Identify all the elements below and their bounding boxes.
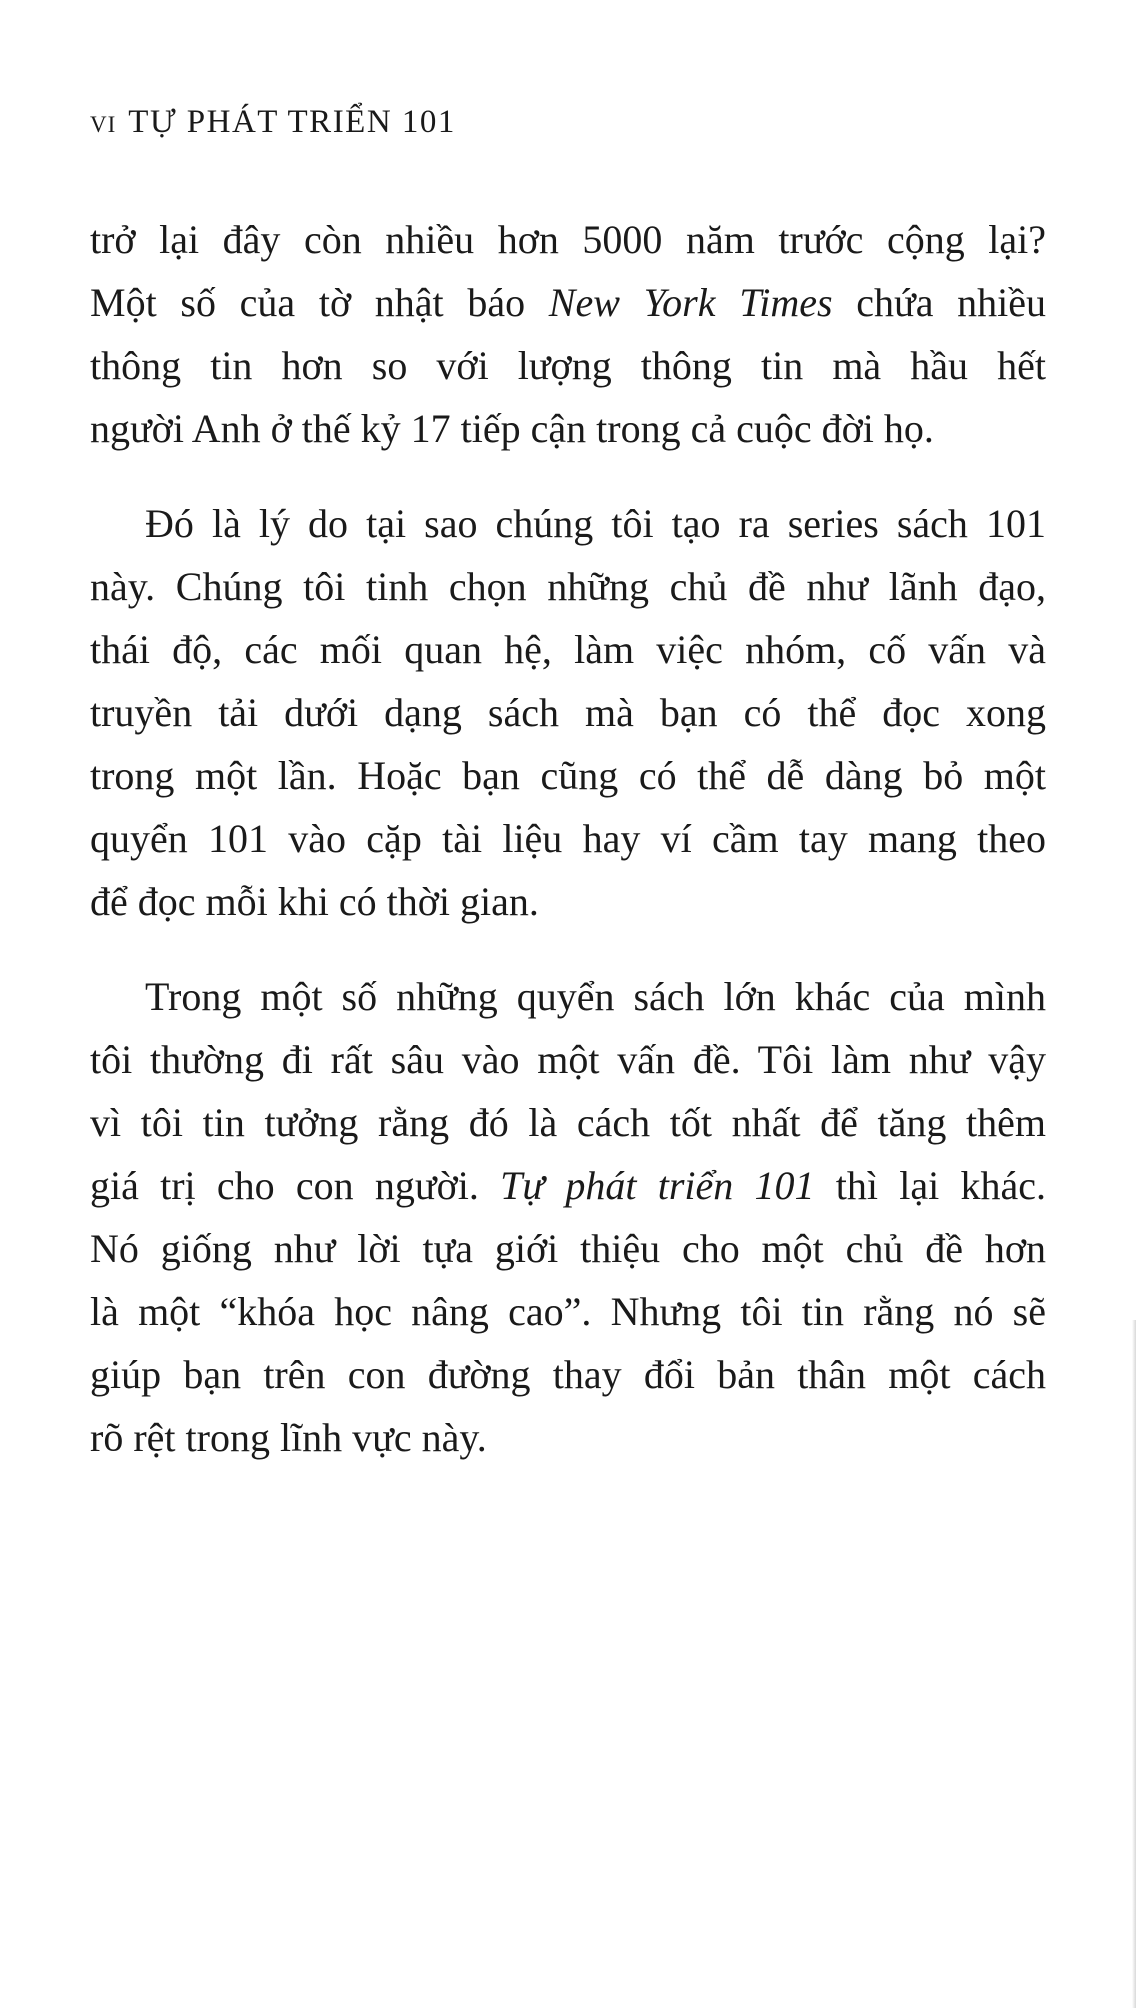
text-line: Nó giống như lời tựa giới thiệu cho một chủ đề hơn: [90, 1226, 1046, 1271]
text-line: này. Chúng tôi tinh chọn những chủ đề như lãnh đạo,: [90, 564, 1046, 609]
text-line: thông tin hơn so với lượng thông tin mà hầu hết: [90, 343, 1046, 388]
body-text: [90, 208, 1046, 1469]
text-line: thái độ, các mối quan hệ, làm việc nhóm, cố vấn và: [90, 627, 1046, 672]
text-line: để đọc mỗi khi có thời gian.: [90, 879, 539, 924]
page-number: vi: [90, 104, 117, 140]
book-title-italic: Tự phát triển 101: [500, 1163, 815, 1208]
newspaper-title: New York Times: [548, 280, 833, 325]
text-line: quyển 101 vào cặp tài liệu hay ví cầm tay mang theo: [90, 816, 1046, 861]
text-line: người Anh ở thế kỷ 17 tiếp cận trong cả cuộc đời họ.: [90, 406, 934, 451]
book-title: TỰ PHÁT TRIỂN 101: [128, 104, 456, 140]
text-line: rõ rệt trong lĩnh vực này.: [90, 1415, 487, 1460]
text-line: Trong một số những quyển sách lớn khác của mình: [145, 974, 1046, 1019]
text-line: vì tôi tin tưởng rằng đó là cách tốt nhất để tăng thêm: [90, 1100, 1046, 1145]
text-line: tôi thường đi rất sâu vào một vấn đề. Tôi làm như vậy: [90, 1037, 1046, 1082]
text-line: Một số của tờ nhật báo New York Times chứa nhiều: [90, 280, 1047, 325]
text-line: trở lại đây còn nhiều hơn 5000 năm trước cộng lại?: [90, 217, 1046, 262]
page-edge-shadow: [1132, 1320, 1136, 2008]
text-line: là một “khóa học nâng cao”. Nhưng tôi tin rằng nó sẽ: [90, 1289, 1046, 1334]
running-header: [90, 104, 456, 141]
text-line: giá trị cho con người. Tự phát triển 101 thì lại khác.: [90, 1163, 1046, 1208]
text-line: giúp bạn trên con đường thay đổi bản thân một cách: [90, 1352, 1046, 1397]
text-line: truyền tải dưới dạng sách mà bạn có thể đọc xong: [90, 690, 1046, 735]
text-line: Đó là lý do tại sao chúng tôi tạo ra series sách 101: [145, 501, 1046, 546]
text-line: trong một lần. Hoặc bạn cũng có thể dễ dàng bỏ một: [90, 753, 1046, 798]
